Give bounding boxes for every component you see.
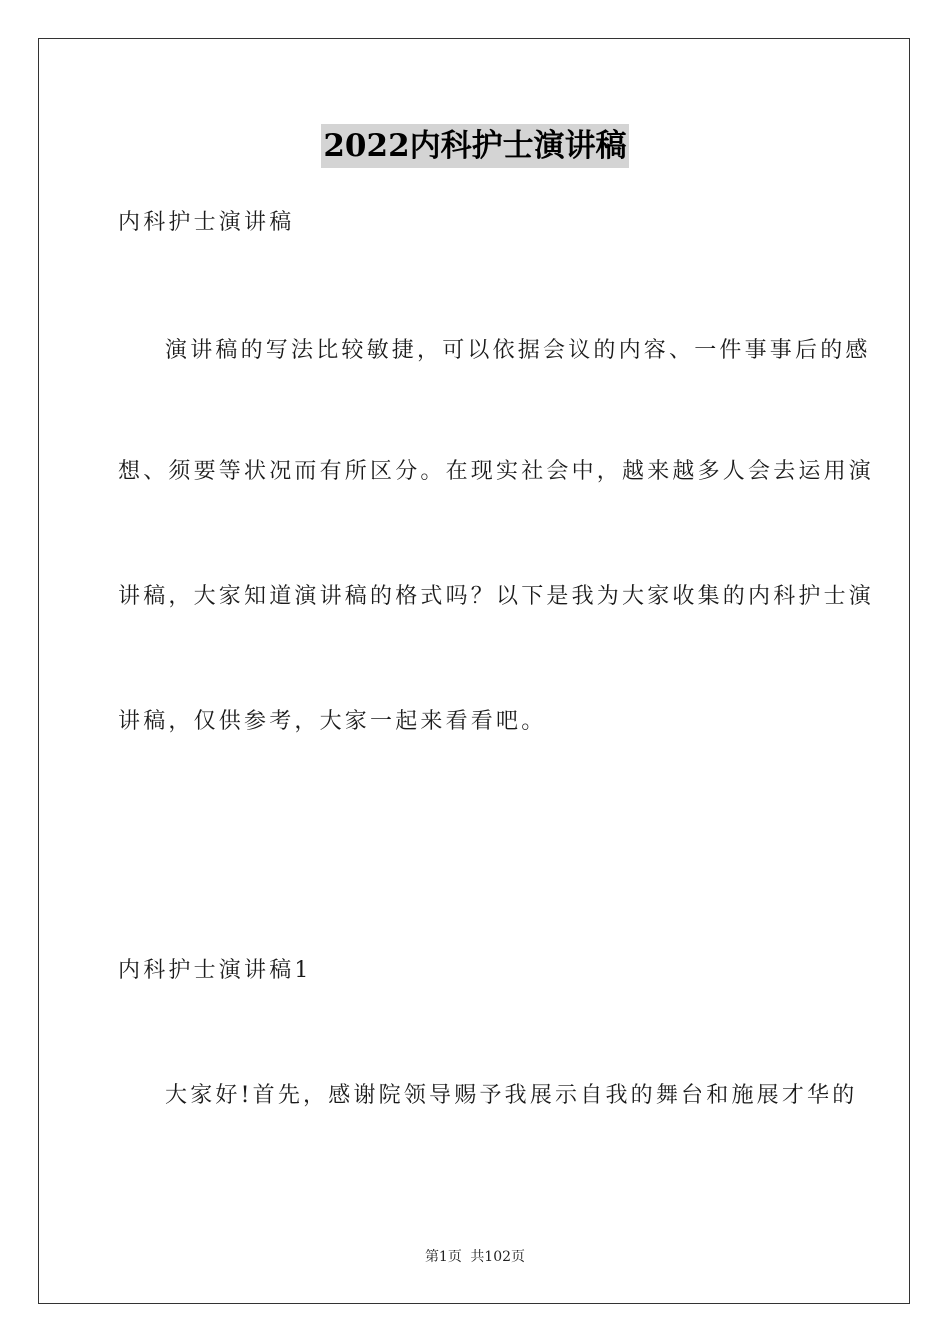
- current-page-label: 第1页: [424, 1249, 462, 1265]
- paragraph-line: 大家好!首先，感谢院领导赐予我展示自我的舞台和施展才华的: [165, 1083, 858, 1108]
- document-title: 2022内科护士演讲稿: [321, 124, 628, 168]
- section-heading: 内科护士演讲稿: [118, 210, 295, 235]
- section-heading: 内科护士演讲稿1: [118, 958, 312, 983]
- paragraph-line: 讲稿，大家知道演讲稿的格式吗？以下是我为大家收集的内科护士演: [118, 584, 875, 609]
- total-pages-label: 共102页: [470, 1249, 526, 1265]
- page-footer: [0, 1247, 950, 1267]
- paragraph-line: 演讲稿的写法比较敏捷，可以依据会议的内容、一件事事后的感: [165, 338, 871, 363]
- paragraph-line: 讲稿，仅供参考，大家一起来看看吧。: [118, 709, 547, 734]
- title-container: [0, 124, 950, 168]
- paragraph-line: 想、须要等状况而有所区分。在现实社会中，越来越多人会去运用演: [118, 459, 875, 484]
